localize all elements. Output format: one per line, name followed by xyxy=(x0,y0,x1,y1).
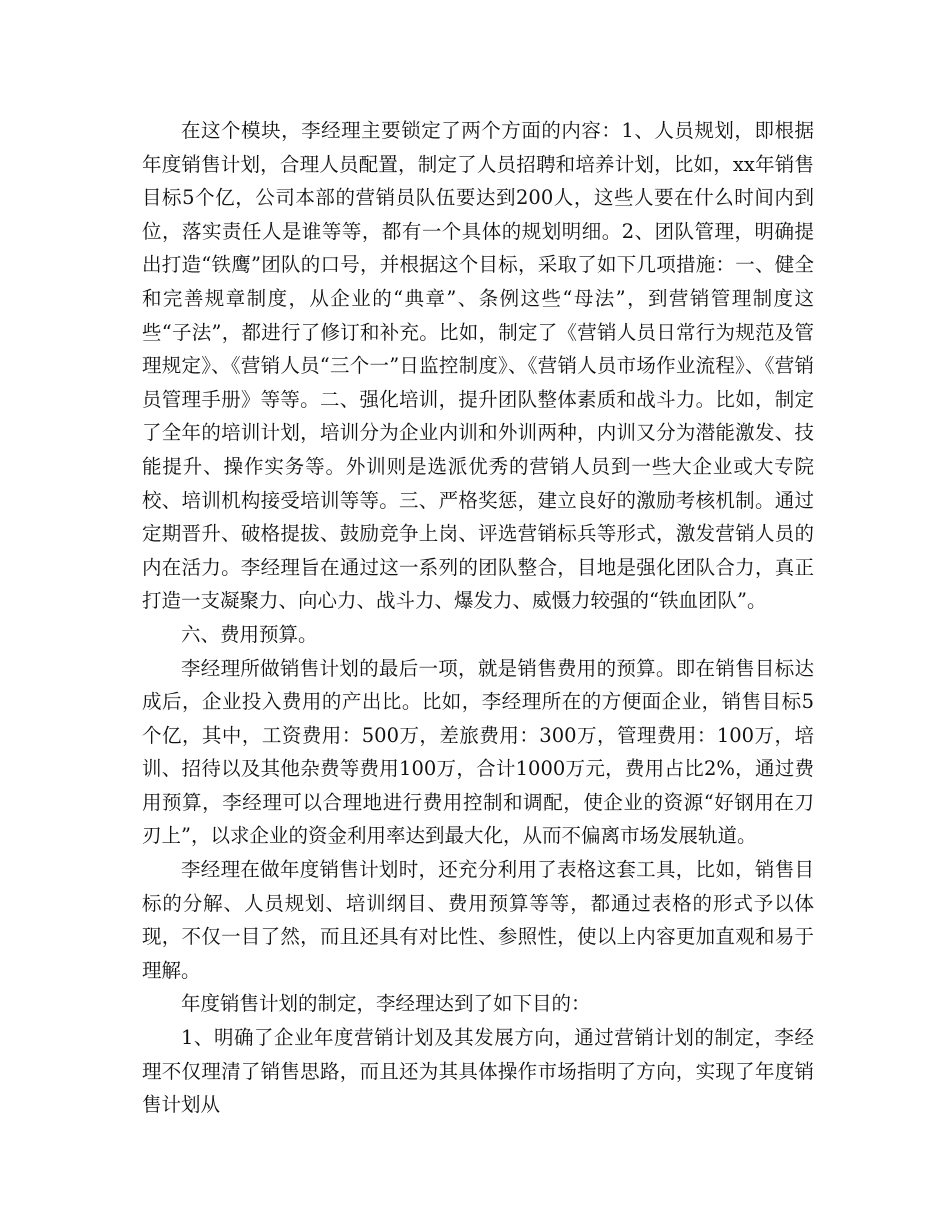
paragraph-table-tools: 李经理在做年度销售计划时，还充分利用了表格这套工具，比如，销售目标的分解、人员规划、培训纲目、费用预算等等，都通过表格的形式予以体现，不仅一目了然，而且还具有对比性、参照性，使以上内容更加直观和易于理解。 xyxy=(142,858,814,982)
heading-expense-budget: 六、费用预算。 xyxy=(181,622,318,646)
paragraph-team-planning: 在这个模块，李经理主要锁定了两个方面的内容：1、人员规划，即根据年度销售计划，合理人员配置，制定了人员招聘和培养计划，比如，xx年销售目标5个亿，公司本部的营销员队伍要达到200人，这些人要在什么时间内到位，落实责任人是谁等等，都有一个具体的规划明细。2、团队管理，明确提出打造“铁鹰”团队的口号，并根据这个目标，采取了如下几项措施：一、健全和完善规章制度，从企业的“典章”、条例这些“母法”，到营销管理制度这些“子法”，都进行了修订和补充。比如，制定了《营销人员日常行为规范及管理规定》、《营销人员“三个一”日监控制度》、《营销人员市场作业流程》、《营销员管理手册》等等。二、强化培训，提升团队整体素质和战斗力。比如，制定了全年的培训计划，培训分为企业内训和外训两种，内训又分为潜能激发、技能提升、操作实务等。外训则是选派优秀的营销人员到一些大企业或大专院校、培训机构接受培训等等。三、严格奖惩，建立良好的激励考核机制。通过定期晋升、破格提拔、鼓励竞争上岗、评选营销标兵等形式，激发营销人员的内在活力。李经理旨在通过这一系列的团队整合，目地是强化团队合力，真正打造一支凝聚力、向心力、战斗力、爆发力、威慑力较强的“铁血团队”。 xyxy=(142,119,814,613)
document-body xyxy=(142,114,814,1122)
paragraph-plan-goals: 年度销售计划的制定，李经理达到了如下目的： xyxy=(181,992,591,1016)
paragraph-goal-one: 1、明确了企业年度营销计划及其发展方向，通过营销计划的制定，李经理不仅理清了销售思路，而且还为其具体操作市场指明了方向，实现了年度销售计划从 xyxy=(142,1026,814,1117)
paragraph-expense-budget: 李经理所做销售计划的最后一项，就是销售费用的预算。即在销售目标达成后，企业投入费用的产出比。比如，李经理所在的方便面企业，销售目标5个亿，其中，工资费用：500万，差旅费用：300万，管理费用：100万，培训、招待以及其他杂费等费用100万，合计1000万元，费用占比2%，通过费用预算，李经理可以合理地进行费用控制和调配，使企业的资源“好钢用在刀刃上”，以求企业的资金利用率达到最大化，从而不偏离市场发展轨道。 xyxy=(142,656,814,848)
